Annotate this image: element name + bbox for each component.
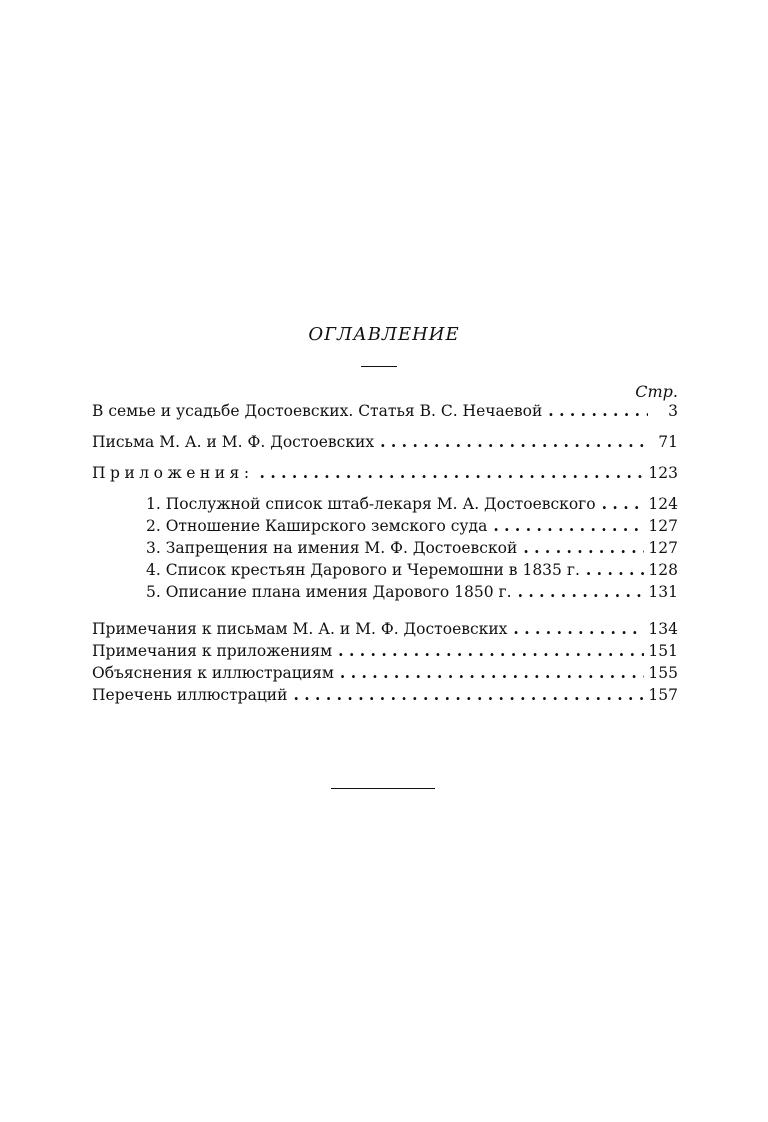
toc-entry: [92, 685, 678, 707]
toc-entry: [92, 401, 678, 423]
toc-entry-text: Приложения:: [92, 464, 254, 482]
toc-entry-text: 3. Запрещения на имения М. Ф. Достоевской: [146, 539, 518, 557]
toc-entry: [92, 619, 678, 641]
toc-entry-page: 128: [648, 561, 678, 579]
toc-entry-text: Примечания к приложениям: [92, 642, 333, 660]
toc-entry: [92, 663, 678, 685]
toc-entry-text: Объяснения к иллюстрациям: [92, 664, 334, 682]
leader-dots: [523, 538, 644, 557]
leader-dots: [260, 463, 645, 482]
leader-dots: [513, 619, 644, 638]
toc-title: ОГЛАВЛЕНИЕ: [308, 324, 460, 345]
toc-subentry: [146, 538, 678, 560]
toc-entry-page: 127: [648, 517, 678, 535]
toc-entry-text: 2. Отношение Каширского земского суда: [146, 517, 488, 535]
leader-dots: [493, 516, 644, 535]
toc-entry-page: 71: [658, 433, 678, 451]
toc-subentry: [146, 516, 678, 538]
toc-entry-page: 124: [648, 495, 678, 513]
leader-dots: [293, 685, 644, 704]
toc-entry: [92, 432, 678, 454]
toc-entry-text: Примечания к письмам М. А. и М. Ф. Достоевских: [92, 620, 508, 638]
toc-entry-text: В семье и усадьбе Достоевских. Статья В. С. Нечаевой: [92, 402, 543, 420]
toc-subentry: [146, 582, 678, 604]
toc-subentry: [146, 560, 678, 582]
toc-entry: [92, 641, 678, 663]
toc-entry-text: 5. Описание плана имения Дарового 1850 г.: [146, 583, 512, 601]
leader-dots: [602, 494, 645, 513]
toc-entry-page: 3: [668, 402, 678, 420]
toc-entry-page: 131: [648, 583, 678, 601]
toc-entry-page: 157: [648, 686, 678, 704]
leader-dots: [340, 663, 644, 682]
toc-entry-text: 4. Список крестьян Дарового и Черемошни в 1835 г.: [146, 561, 580, 579]
toc-entry-page: 151: [648, 642, 678, 660]
toc-entry-text: 1. Послужной список штаб-лекаря М. А. Достоевского: [146, 495, 596, 513]
bottom-divider: [331, 788, 435, 789]
page-column-label: Стр.: [635, 382, 678, 401]
toc-entry-page: 127: [648, 539, 678, 557]
toc-entry-text: Перечень иллюстраций: [92, 686, 288, 704]
toc-subentry: [146, 494, 678, 516]
leader-dots: [380, 432, 648, 451]
toc-entry-page: 155: [648, 664, 678, 682]
leader-dots: [548, 401, 648, 420]
title-divider: [361, 366, 397, 367]
toc-entry-page: 134: [648, 620, 678, 638]
leader-dots: [338, 641, 644, 660]
toc-entry-text: Письма М. А. и М. Ф. Достоевских: [92, 433, 375, 451]
toc-entry: [92, 463, 678, 485]
leader-dots: [586, 560, 645, 579]
leader-dots: [518, 582, 645, 601]
toc-entry-page: 123: [648, 464, 678, 482]
